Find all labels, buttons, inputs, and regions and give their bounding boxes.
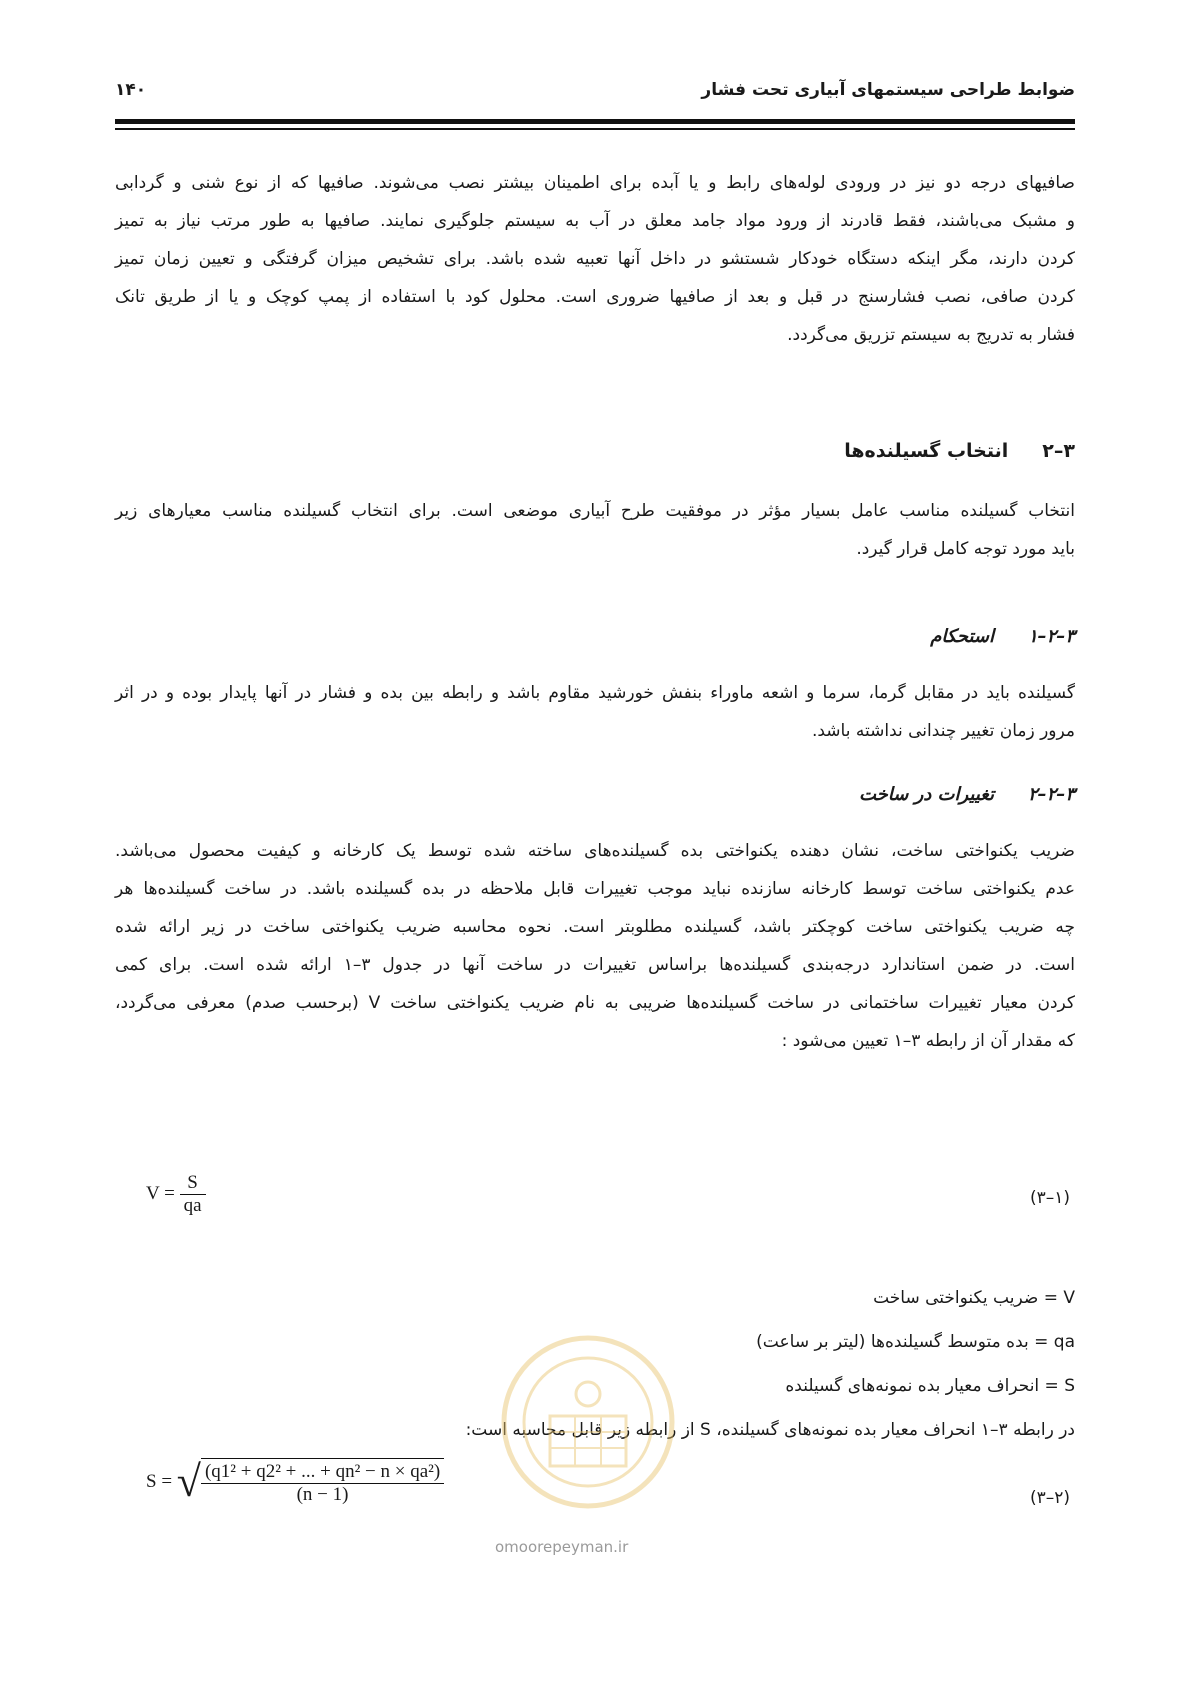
text-line: باید مورد توجه کامل قرار گیرد. bbox=[856, 539, 1075, 559]
definition-line: S = انحراف معیار بده نمونه‌های گسیلنده bbox=[785, 1376, 1075, 1396]
fraction-numerator: S bbox=[180, 1172, 206, 1195]
text-line: که مقدار آن از رابطه ۳–۱ تعیین می‌شود : bbox=[781, 1031, 1075, 1051]
fraction bbox=[180, 1172, 206, 1217]
text-line: انتخاب گسیلنده مناسب عامل بسیار مؤثر در موفقیت طرح آبیاری موضعی است. برای انتخاب گسیلنده مناسب معیارهای زیر bbox=[115, 501, 1075, 521]
definition-line: qa = بده متوسط گسیلنده‌ها (لیتر بر ساعت) bbox=[756, 1332, 1075, 1352]
text-line: کردن دارند، مگر اینکه دستگاه خودکار شستشو در داخل آنها تعبیه شده باشد. برای تشخیص میزان گرفتگی و تعیین زمان تمیز bbox=[115, 249, 1075, 269]
text-line: مرور زمان تغییر چندانی نداشته باشد. bbox=[811, 721, 1075, 741]
equation-number-3-1: (۳–۱) bbox=[1029, 1188, 1070, 1208]
equation-3-1 bbox=[146, 1172, 206, 1217]
section-heading-3-2-2 bbox=[859, 784, 1075, 805]
definition-line: در رابطه ۳–۱ انحراف معیار بده نمونه‌های گسیلنده، S از رابطه زیر قابل محاسبه است: bbox=[465, 1420, 1075, 1440]
text-line: است. در ضمن استاندارد درجه‌بندی گسیلنده‌ها براساس تغییرات در ساخت آنها در جدول ۳–۱ ارائه شده است. برای کمی bbox=[115, 955, 1076, 975]
fraction-numerator: (q1² + q2² + ... + qn² − n × qa²) bbox=[201, 1461, 444, 1484]
text-line: عدم یکنواختی ساخت توسط کارخانه سازنده نباید موجب تغییرات قابل ملاحظه در بده گسیلنده باشد. در ساخت گسیلنده‌ها هر bbox=[115, 879, 1075, 899]
section-3-2-paragraph bbox=[115, 492, 1075, 568]
equation-3-2 bbox=[146, 1452, 444, 1512]
section-3-2-2-paragraph bbox=[115, 832, 1075, 1060]
fraction bbox=[201, 1458, 444, 1506]
section-heading-3-2 bbox=[844, 440, 1075, 462]
fraction-denominator: (n − 1) bbox=[296, 1484, 349, 1505]
section-title: انتخاب گسیلنده‌ها bbox=[844, 440, 1009, 462]
section-number: ۳–۲–۲ bbox=[1027, 784, 1075, 805]
section-title: استحکام bbox=[930, 626, 994, 647]
equation-lhs: V = bbox=[146, 1182, 175, 1204]
equation-number-3-2: (۳–۲) bbox=[1029, 1488, 1070, 1508]
section-heading-3-2-1 bbox=[930, 626, 1075, 647]
sqrt-symbol: √ bbox=[176, 1457, 201, 1506]
page-number: ۱۴۰ bbox=[115, 80, 147, 100]
definition-line: V = ضریب یکنواختی ساخت bbox=[873, 1288, 1075, 1308]
section-number: ۳–۲ bbox=[1042, 440, 1075, 462]
text-line: چه ضریب یکنواختی ساخت کوچکتر باشد، گسیلنده مطلوبتر است. نحوه محاسبه ضریب یکنواختی ساخت در زیر ارائه شده bbox=[115, 917, 1075, 937]
fraction-denominator: qa bbox=[183, 1195, 202, 1216]
text-line: گسیلنده باید در مقابل گرما، سرما و اشعه ماوراء بنفش خورشید مقاوم باشد و رابطه بین بده و فشار در آنها پایدار بوده و در اثر bbox=[115, 683, 1075, 703]
text-line: کردن معیار تغییرات ساختمانی در ساخت گسیلنده‌ها ضریبی به نام ضریب یکنواختی ساخت V (برحسب صدم) معرفی می‌گردد، bbox=[115, 993, 1075, 1013]
watermark-text: omoorepeyman.ir bbox=[495, 1538, 629, 1556]
running-title: ضوابط طراحی سیستمهای آبیاری تحت فشار bbox=[701, 80, 1075, 100]
text-line: و مشبک می‌باشند، فقط قادرند از ورود مواد جامد معلق در آب به سیستم جلوگیری نمایند. صافیها به طور مرتب نیاز به تمیز bbox=[115, 211, 1075, 231]
section-number: ۳–۲–۱ bbox=[1027, 626, 1075, 647]
page-header bbox=[115, 72, 1075, 112]
header-rule-thick bbox=[115, 119, 1075, 124]
text-line: صافیهای درجه دو نیز در ورودی لوله‌های رابط و یا آبده برای اطمینان بیشتر نصب می‌شوند. صافیها که از نوع شنی و گردابی bbox=[115, 173, 1075, 193]
watermark-seal-icon bbox=[498, 1332, 678, 1512]
section-3-2-1-paragraph bbox=[115, 674, 1075, 750]
text-line: ضریب یکنواختی ساخت، نشان دهنده یکنواختی بده گسیلنده‌های ساخته شده توسط یک کارخانه و کیفیت محصول می‌باشد. bbox=[115, 841, 1075, 861]
header-rule-thin bbox=[115, 128, 1075, 130]
text-line: فشار به تدریج به سیستم تزریق می‌گردد. bbox=[787, 325, 1075, 345]
intro-paragraph bbox=[115, 164, 1075, 354]
equation-lhs: S = bbox=[146, 1471, 173, 1492]
text-line: کردن صافی، نصب فشارسنج در قبل و بعد از صافیها ضروری است. محلول کود با استفاده از پمپ کوچک و یا از طریق تانک bbox=[115, 287, 1075, 307]
section-title: تغییرات در ساخت bbox=[858, 784, 994, 805]
